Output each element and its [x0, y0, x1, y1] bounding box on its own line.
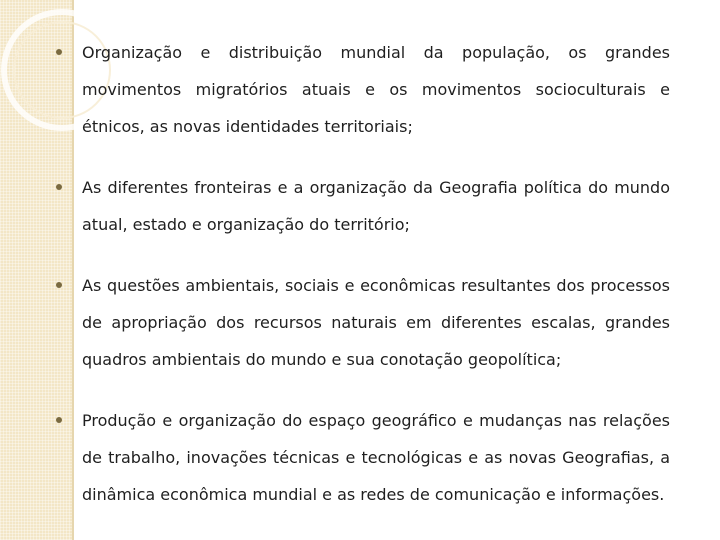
bullet-dot-icon	[56, 184, 62, 190]
list-item-text: Organização e distribuição mundial da população, os grandes movimentos migratórios atuais e os movimentos socioculturais e étnicos, as novas identidades territoriais;	[82, 43, 670, 136]
list-item-text: Produção e organização do espaço geográfico e mudanças nas relações de trabalho, inovações técnicas e tecnológicas e as novas Geografias, a dinâmica econômica mundial e as redes de comunicação e informações.	[82, 411, 670, 504]
list-item	[56, 169, 670, 243]
list-item-text: As questões ambientais, sociais e econômicas resultantes dos processos de apropriação dos recursos naturais em diferentes escalas, grandes quadros ambientais do mundo e sua conotação geopolítica;	[82, 276, 670, 369]
list-item-text: As diferentes fronteiras e a organização da Geografia política do mundo atual, estado e organização do território;	[82, 178, 670, 234]
slide-content	[56, 34, 670, 537]
list-item	[56, 34, 670, 145]
bullet-dot-icon	[56, 49, 62, 55]
bullet-dot-icon	[56, 417, 62, 423]
bullet-list	[56, 34, 670, 513]
list-item	[56, 267, 670, 378]
list-item	[56, 402, 670, 513]
bullet-dot-icon	[56, 282, 62, 288]
